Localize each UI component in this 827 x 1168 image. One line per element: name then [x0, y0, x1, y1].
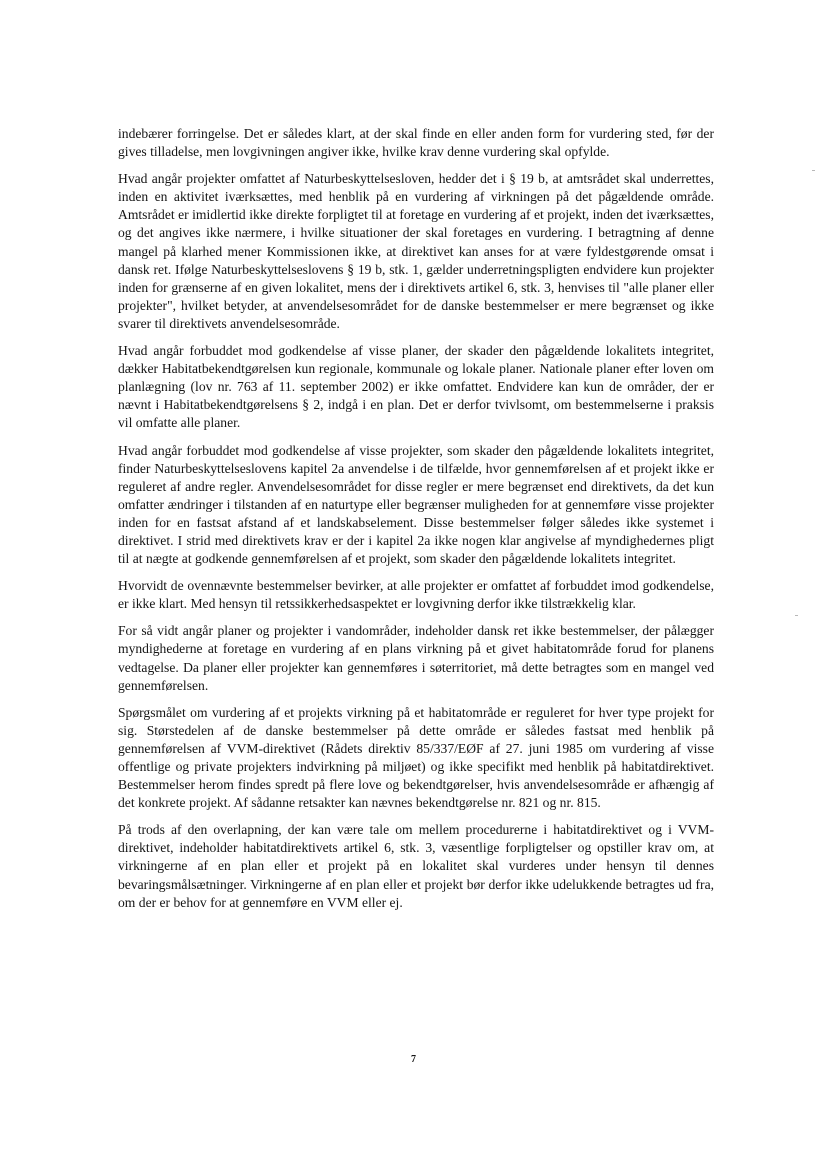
paragraph-4: Hvad angår forbuddet mod godkendelse af visse projekter, som skader den pågældende lokalitets integritet, finder Naturbeskyttelseslovens kapitel 2a anvendelse i de tilfælde, hvor gennemførelsen af et projekt ikke er reguleret af andre regler. Anvendelsesområdet for disse regler er mere begrænset end direktivets, da det kun omfatter ændringer i tilstanden af en naturtype eller begrænser muligheden for at gennemføre visse projekter inden for en fastsat afstand af et landskabselement. Disse bestemmelser følger således ikke systemet i direktivet. I strid med direktivets krav er der i kapitel 2a ikke nogen klar angivelse af myndighedernes pligt til at nægte at godkende gennemførelsen af et projekt, som skader den pågældende lokalitets integritet. [118, 442, 714, 567]
paragraph-3: Hvad angår forbuddet mod godkendelse af visse planer, der skader den pågældende lokalitets integritet, dækker Habitatbekendtgørelsen kun regionale, kommunale og lokale planer. Nationale planer efter loven om planlægning (lov nr. 763 af 11. september 2002) er ikke omfattet. Endvidere kan kun de områder, der er nævnt i Habitatbekendtgørelsens § 2, indgå i en plan. Det er derfor tvivlsomt, om bestemmelserne i praksis vil omfatte alle planer. [118, 343, 714, 431]
scan-speck [812, 170, 815, 171]
paragraph-2: Hvad angår projekter omfattet af Naturbeskyttelsesloven, hedder det i § 19 b, at amtsrådet skal underrettes, inden en aktivitet iværksættes, med henblik på en vurdering af virkningen på det pågældende område. Amtsrådet er imidlertid ikke direkte forpligtet til at foretage en vurdering af et projekt, inden det iværksættes, og det angives ikke nærmere, i hvilke situationer der skal foretages en vurdering. I betragtning af denne mangel på klarhed mener Kommissionen ikke, at direktivet kan anses for at være fyldestgørende omsat i dansk ret. Ifølge Naturbeskyttelseslovens § 19 b, stk. 1, gælder underretningspligten endvidere kun projekter inden for grænserne af en given lokalitet, mens der i direktivets artikel 6, stk. 3, henvises til "alle planer eller projekter", hvilket betyder, at anvendelsesområdet for de danske bestemmelser er mere begrænset og ikke svarer til direktivets anvendelsesområde. [118, 171, 714, 331]
paragraph-1: indebærer forringelse. Det er således klart, at der skal finde en eller anden form for vurdering sted, før der gives tilladelse, men lovgivningen angiver ikke, hvilke krav denne vurdering skal opfylde. [118, 126, 714, 160]
paragraph-6: For så vidt angår planer og projekter i vandområder, indeholder dansk ret ikke bestemmelser, der pålægger myndighederne at foretage en vurdering af en plans virkning på et givet habitatområde forud for planens vedtagelse. Da planer eller projekter kan gennemføres i søterritoriet, må dette betragtes som en mangel ved gennemførelsen. [118, 623, 714, 693]
paragraph-8: På trods af den overlapning, der kan være tale om mellem procedurerne i habitatdirektivet og i VVM-direktivet, indeholder habitatdirektivets artikel 6, stk. 3, væsentlige forpligtelser og opstiller krav om, at virkningerne af en plan eller et projekt på en lokalitet skal vurderes under hensyn til dennes bevaringsmålsætninger. Virkningerne af en plan eller et projekt bør derfor ikke udelukkende betragtes ud fra, om der er behov for at gennemføre en VVM eller ej. [118, 822, 714, 910]
body-text [118, 125, 714, 921]
page-number: 7 [411, 1054, 416, 1065]
paragraph-5: Hvorvidt de ovennævnte bestemmelser bevirker, at alle projekter er omfattet af forbuddet imod godkendelse, er ikke klart. Med hensyn til retssikkerhedsaspektet er lovgivning derfor ikke tilstrækkelig klar. [118, 578, 714, 612]
paragraph-7: Spørgsmålet om vurdering af et projekts virkning på et habitatområde er reguleret for hver type projekt for sig. Størstedelen af de danske bestemmelser på dette område er således fastsat med henblik på gennemførelsen af VVM-direktivet (Rådets direktiv 85/337/EØF af 27. juni 1985 om vurdering af visse offentlige og private projekters indvirkning på miljøet) og ikke specifikt med henblik på habitatdirektivet. Bestemmelser herom findes spredt på flere love og bekendtgørelser, hvis anvendelsesområde er afhængig af det konkrete projekt. Af sådanne retsakter kan nævnes bekendtgørelse nr. 821 og nr. 815. [118, 704, 714, 811]
scan-speck [795, 615, 798, 616]
